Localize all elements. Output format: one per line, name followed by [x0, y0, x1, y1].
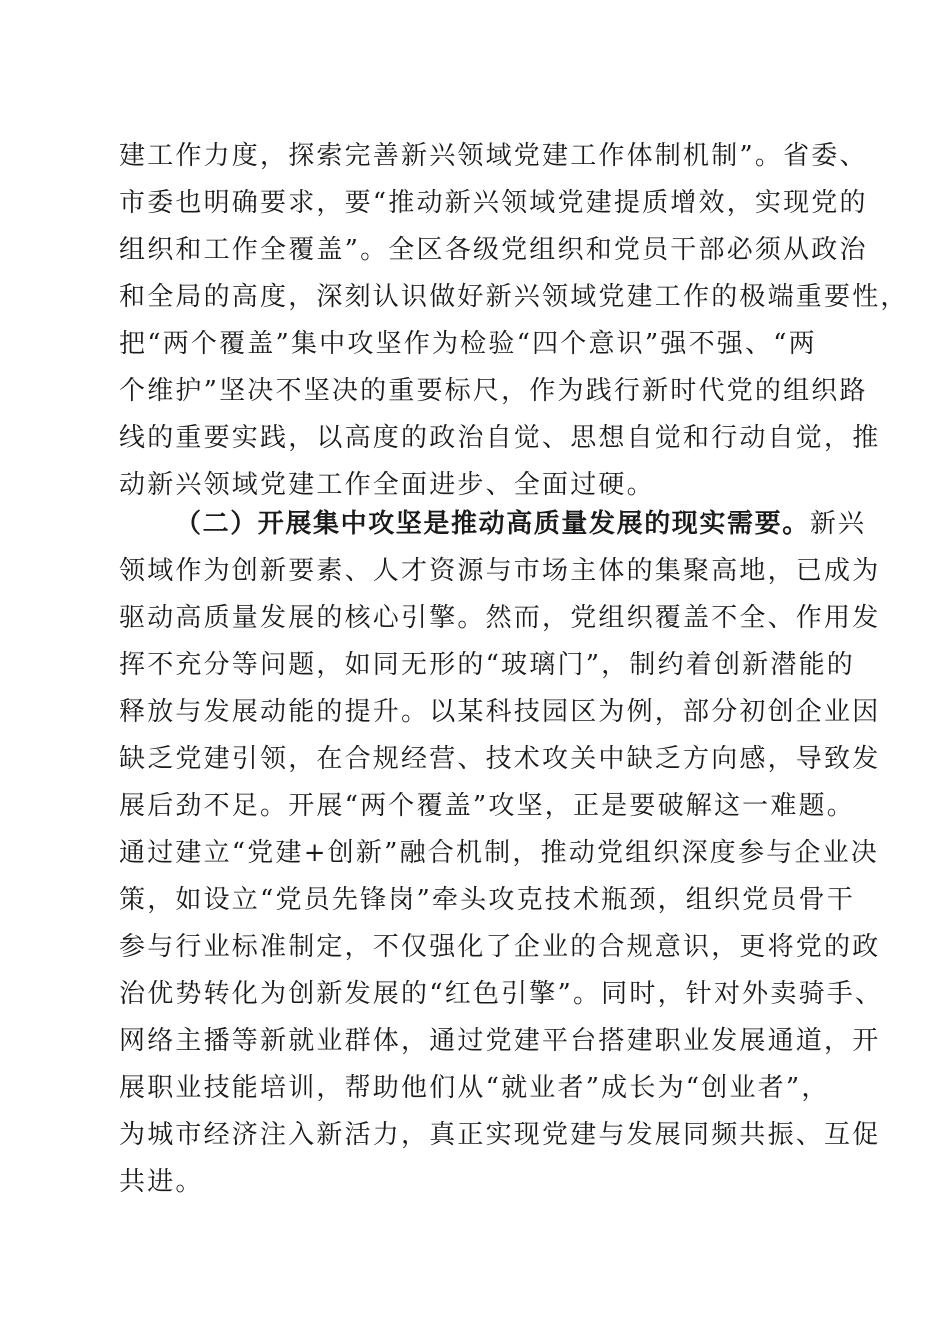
section-heading: （二）开展集中攻坚是推动高质量发展的现实需要。	[175, 509, 810, 539]
paragraph-2-line: 通过建立“党建+创新”融合机制，推动党组织深度参与企业决	[119, 838, 879, 868]
paragraph-2-line: 网络主播等新就业群体，通过党建平台搭建职业发展通道，开	[119, 1026, 881, 1056]
paragraph-2-line: 治优势转化为创新发展的“红色引擎”。同时，针对外卖骑手、	[119, 979, 884, 1009]
paragraph-2-first-line-tail: 新兴	[809, 509, 867, 539]
paragraph-1-line: 把“两个覆盖”集中攻坚作为检验“四个意识”强不强、“两	[119, 329, 817, 359]
paragraph-1-line: 建工作力度，探索完善新兴领域党建工作体制机制”。省委、	[119, 141, 868, 171]
paragraph-1	[119, 133, 909, 509]
paragraph-1-line: 和全局的高度，深刻认识做好新兴领域党建工作的极端重要性，	[119, 282, 909, 312]
paragraph-2-line: 释放与发展动能的提升。以某科技园区为例，部分初创企业因	[119, 697, 881, 727]
paragraph-1-line: 动新兴领域党建工作全面进步、全面过硬。	[119, 470, 655, 500]
paragraph-2	[119, 501, 884, 1206]
paragraph-2-line: 挥不充分等问题，如同无形的“玻璃门”，制约着创新潜能的	[119, 650, 855, 680]
paragraph-2-line: 共进。	[119, 1167, 204, 1197]
paragraph-1-line: 个维护”坚决不坚决的重要标尺，作为践行新时代党的组织路	[119, 376, 868, 406]
paragraph-1-line: 组织和工作全覆盖”。全区各级党组织和党员干部必须从政治	[119, 235, 868, 265]
paragraph-2-line: 策，如设立“党员先锋岗”牵头攻克技术瓶颈，组织党员骨干	[119, 885, 855, 915]
paragraph-1-line: 市委也明确要求，要“推动新兴领域党建提质增效，实现党的	[119, 188, 868, 218]
paragraph-2-line: 缺乏党建引领，在合规经营、技术攻关中缺乏方向感，导致发	[119, 744, 881, 774]
paragraph-1-line: 线的重要实践，以高度的政治自觉、思想自觉和行动自觉，推	[119, 423, 881, 453]
paragraph-2-first-line	[119, 501, 867, 548]
paragraph-2-line: 参与行业标准制定，不仅强化了企业的合规意识，更将党的政	[119, 932, 881, 962]
paragraph-2-line: 为城市经济注入新活力，真正实现党建与发展同频共振、互促	[119, 1120, 881, 1150]
paragraph-2-line: 驱动高质量发展的核心引擎。然而，党组织覆盖不全、作用发	[119, 603, 881, 633]
paragraph-2-line: 展职业技能培训，帮助他们从“就业者”成长为“创业者”，	[119, 1073, 830, 1103]
paragraph-2-line: 展后劲不足。开展“两个覆盖”攻坚，正是要破解这一难题。	[119, 791, 855, 821]
paragraph-2-line: 领域作为创新要素、人才资源与市场主体的集聚高地，已成为	[119, 556, 881, 586]
